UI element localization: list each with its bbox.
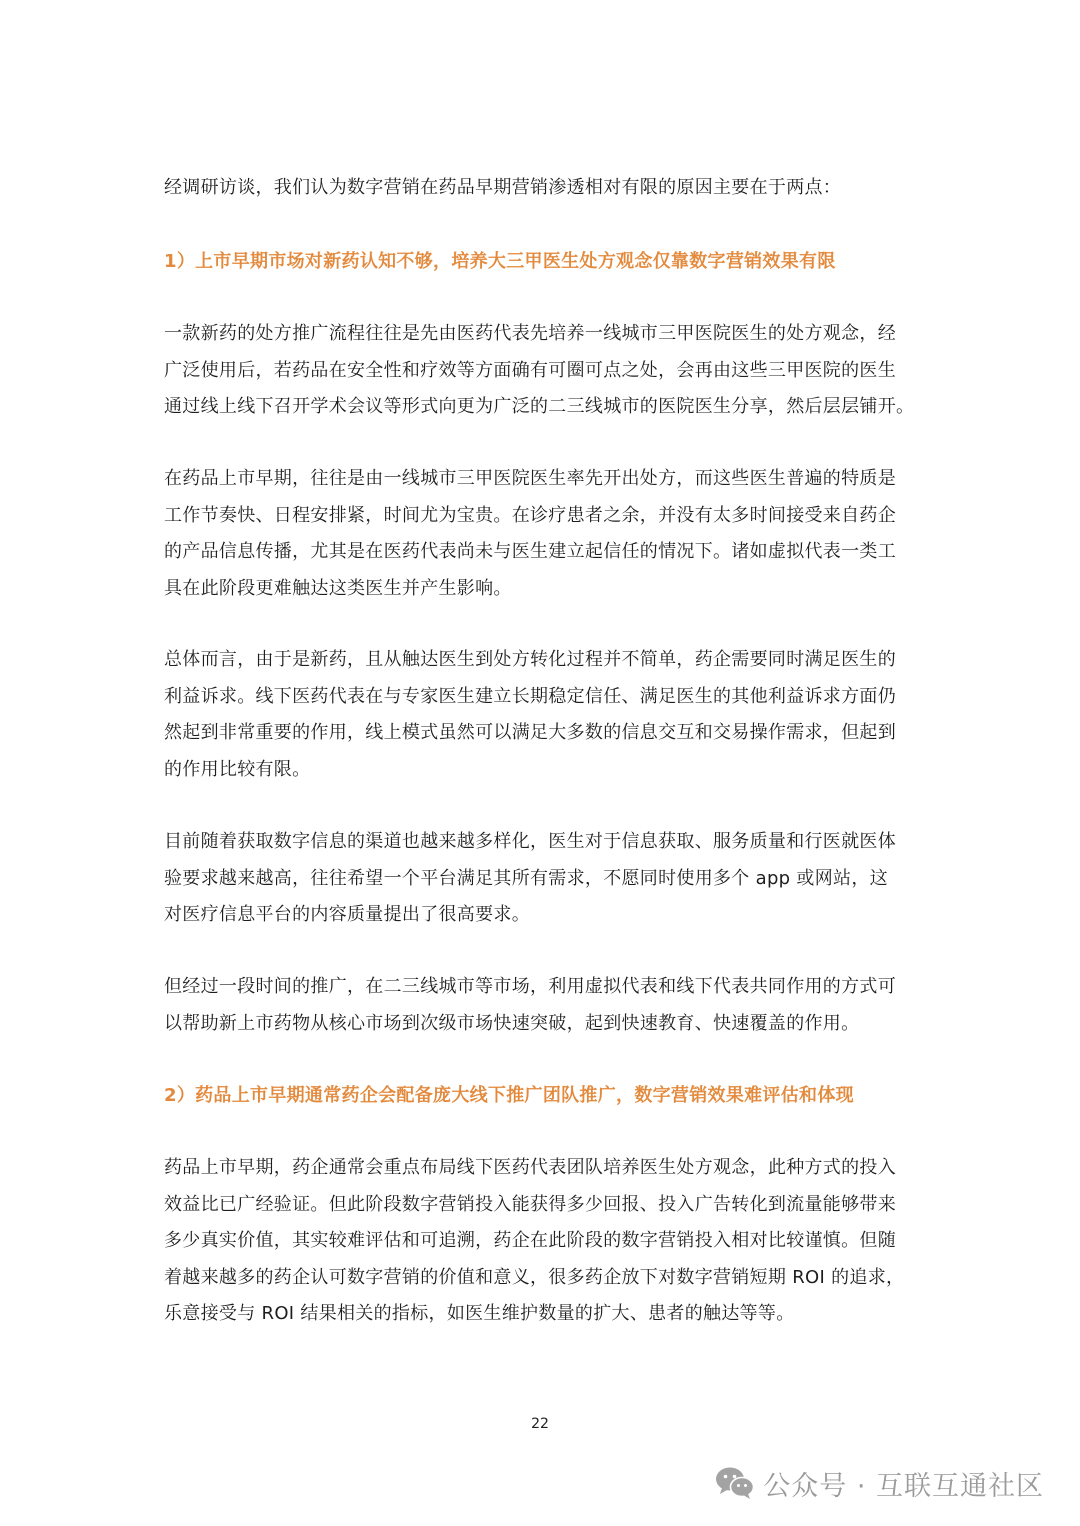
paragraph-line: 多少真实价值，其实较难评估和可追溯，药企在此阶段的数字营销投入相对比较谨慎。但随	[164, 1230, 896, 1251]
wechat-icon	[715, 1466, 755, 1500]
intro-paragraph	[164, 170, 924, 207]
paragraph-6	[164, 1150, 924, 1333]
paragraph-line: 一款新药的处方推广流程往往是先由医药代表先培养一线城市三甲医院医生的处方观念，经	[164, 323, 896, 344]
watermark-text: 公众号 · 互联互通社区	[763, 1470, 1044, 1502]
paragraph-line: 但经过一段时间的推广，在二三线城市等市场，利用虚拟代表和线下代表共同作用的方式可	[164, 976, 896, 997]
paragraph-line: 利益诉求。线下医药代表在与专家医生建立长期稳定信任、满足医生的其他利益诉求方面仍	[164, 685, 896, 707]
paragraph-4	[164, 824, 924, 934]
intro-line: 经调研访谈，我们认为数字营销在药品早期营销渗透相对有限的原因主要在于两点：	[164, 177, 842, 198]
paragraph-line: 通过线上线下召开学术会议等形式向更为广泛的二三线城市的医院医生分享，然后层层铺开。	[164, 396, 915, 417]
paragraph-line: 对医疗信息平台的内容质量提出了很高要求。	[164, 904, 530, 925]
paragraph-line: 广泛使用后，若药品在安全性和疗效等方面确有可圈可点之处，会再由这些三甲医院的医生	[164, 359, 896, 381]
paragraph-line: 药品上市早期，药企通常会重点布局线下医药代表团队培养医生处方观念，此种方式的投入	[164, 1157, 896, 1178]
paragraph-line: 总体而言，由于是新药，且从触达医生到处方转化过程并不简单，药企需要同时满足医生的	[164, 649, 896, 670]
paragraph-2	[164, 461, 924, 607]
paragraph-line: 目前随着获取数字信息的渠道也越来越多样化，医生对于信息获取、服务质量和行医就医体	[164, 831, 896, 852]
paragraph-line: 着越来越多的药企认可数字营销的价值和意义，很多药企放下对数字营销短期 ROI 的追求，	[164, 1266, 905, 1288]
paragraph-5	[164, 969, 924, 1042]
paragraph-line: 然起到非常重要的作用，线上模式虽然可以满足大多数的信息交互和交易操作需求，但起到	[164, 722, 896, 743]
paragraph-1	[164, 316, 924, 426]
paragraph-line: 乐意接受与 ROI 结果相关的指标，如医生维护数量的扩大、患者的触达等等。	[164, 1303, 795, 1324]
section-heading-2: 2）药品上市早期通常药企会配备庞大线下推广团队推广，数字营销效果难评估和体现	[164, 1085, 854, 1106]
paragraph-line: 工作节奏快、日程安排紧，时间尤为宝贵。在诊疗患者之余，并没有太多时间接受来自药企	[164, 504, 896, 526]
paragraph-line: 验要求越来越高，往往希望一个平台满足其所有需求，不愿同时使用多个 app 或网站，这	[164, 867, 888, 889]
section-heading-1: 1）上市早期市场对新药认知不够，培养大三甲医生处方观念仅靠数字营销效果有限	[164, 251, 836, 272]
paragraph-line: 的作用比较有限。	[164, 758, 311, 780]
page-number: 22	[531, 1416, 549, 1432]
paragraph-line: 的产品信息传播，尤其是在医药代表尚未与医生建立起信任的情况下。诸如虚拟代表一类工	[164, 541, 896, 562]
paragraph-line: 以帮助新上市药物从核心市场到次级市场快速突破，起到快速教育、快速覆盖的作用。	[164, 1012, 860, 1034]
paragraph-line: 具在此阶段更难触达这类医生并产生影响。	[164, 577, 512, 599]
paragraph-3	[164, 642, 924, 788]
paragraph-line: 在药品上市早期，往往是由一线城市三甲医院医生率先开出处方，而这些医生普遍的特质是	[164, 468, 896, 489]
paragraph-line: 效益比已广经验证。但此阶段数字营销投入能获得多少回报、投入广告转化到流量能够带来	[164, 1193, 896, 1215]
watermark	[715, 1461, 1044, 1505]
